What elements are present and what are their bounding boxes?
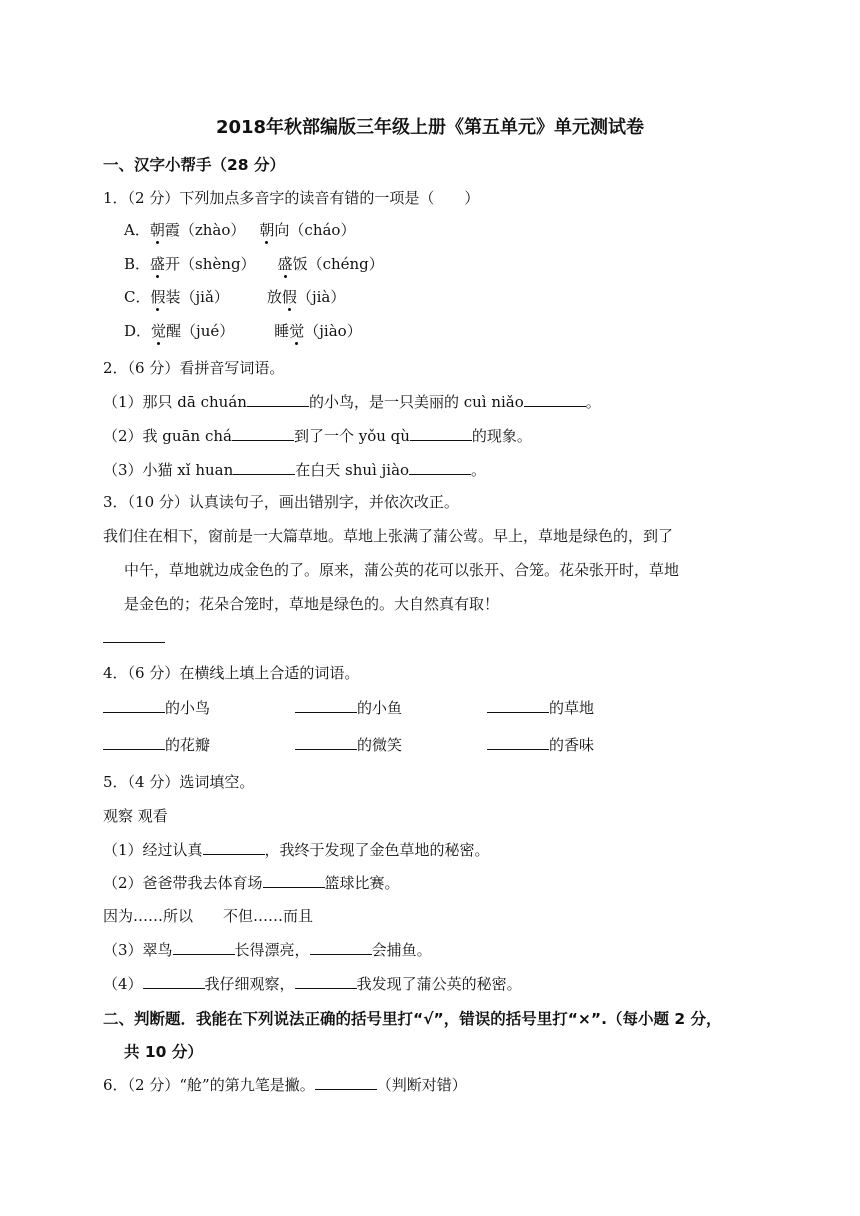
section-2-heading-line-1: 二、判断题．我能在下列说法正确的括号里打“√”，错误的括号里打“×”.（每小题 2 分，	[103, 1010, 722, 1028]
answer-blank[interactable]	[203, 840, 265, 855]
q5-word-choices-2: 因为……所以 不但……而且	[103, 907, 314, 925]
answer-blank[interactable]	[263, 873, 325, 888]
section-2-heading-line-2: 共 10 分）	[124, 1043, 203, 1061]
q4-item	[487, 698, 594, 718]
answer-blank[interactable]	[487, 735, 549, 750]
answer-blank[interactable]	[143, 974, 205, 989]
option-reading: （jiào）	[304, 322, 362, 340]
option-prefix: 睡	[274, 322, 290, 340]
q1-option-c	[124, 287, 345, 307]
answer-blank[interactable]	[410, 426, 472, 441]
line-text: 在白天 shuì jiào	[295, 461, 410, 479]
option-reading: 饭（chéng）	[292, 255, 384, 273]
q5-line-1	[103, 840, 490, 860]
q5-line-3	[103, 940, 432, 960]
q1-option-a	[124, 220, 355, 240]
answer-blank[interactable]	[409, 460, 471, 475]
line-text: ，我终于发现了金色草地的秘密。	[264, 841, 490, 859]
answer-blank[interactable]	[232, 426, 294, 441]
dotted-char: 假	[281, 288, 297, 306]
q4-stem: 4．（6 分）在横线上填上合适的词语。	[103, 664, 360, 682]
line-text: 到了一个 yǒu qù	[293, 427, 410, 445]
page-title: 2018年秋部编版三年级上册《第五单元》单元测试卷	[215, 117, 645, 138]
item-text: 的小鸟	[165, 699, 211, 717]
option-letter: C．	[124, 288, 151, 306]
q3-stem: 3．（10 分）认真读句子，画出错别字，并依次改正。	[103, 493, 459, 511]
line-text: （1）经过认真	[103, 841, 203, 859]
answer-blank[interactable]	[247, 392, 309, 407]
q5-word-choices-1: 观察 观看	[103, 807, 168, 825]
answer-blank[interactable]	[310, 940, 372, 955]
option-reading: （jià）	[296, 288, 346, 306]
line-text: 会捕鱼。	[371, 941, 432, 959]
answer-blank[interactable]	[103, 735, 165, 750]
line-text: 。	[585, 393, 601, 411]
line-text: （3）小猫 xǐ huan	[103, 461, 234, 479]
answer-blank[interactable]	[103, 628, 165, 643]
answer-blank[interactable]	[173, 940, 235, 955]
answer-blank[interactable]	[233, 460, 295, 475]
line-text: 长得漂亮，	[234, 941, 310, 959]
line-text: （判断对错）	[376, 1076, 467, 1094]
answer-blank[interactable]	[295, 974, 357, 989]
q3-paragraph-line-3: 是金色的；花朵合笼时，草地是绿色的。大自然真有取！	[124, 595, 500, 613]
q1-option-b	[124, 254, 384, 274]
q3-paragraph-line-1: 我们住在相下，窗前是一大篇草地。草地上张满了蒲公莺。早上，草地是绿色的，到了	[103, 527, 674, 545]
answer-blank[interactable]	[295, 735, 357, 750]
option-letter: B．	[124, 255, 151, 273]
item-text: 的花瓣	[165, 736, 211, 754]
answer-blank[interactable]	[315, 1075, 377, 1090]
q4-item	[103, 735, 210, 755]
dotted-char: 觉	[151, 322, 167, 340]
answer-blank[interactable]	[524, 392, 586, 407]
option-reading: 向（cháo）	[274, 221, 356, 239]
option-reading: 霞（zhào）	[164, 221, 246, 239]
line-text: 篮球比赛。	[324, 874, 400, 892]
dotted-char: 朝	[149, 221, 165, 239]
dotted-char: 朝	[259, 221, 275, 239]
answer-blank[interactable]	[487, 698, 549, 713]
line-text: 。	[471, 461, 487, 479]
option-letter: D．	[124, 322, 152, 340]
q4-item	[103, 698, 210, 718]
option-reading: 醒（jué）	[166, 322, 235, 340]
item-text: 的香味	[549, 736, 595, 754]
option-letter: A．	[124, 221, 150, 239]
q5-line-4	[103, 974, 522, 994]
section-1-heading: 一、汉字小帮手（28 分）	[103, 156, 285, 174]
q3-answer-line	[103, 628, 165, 648]
q6-line	[103, 1075, 467, 1095]
q2-line-2	[103, 426, 532, 446]
line-text: 我仔细观察，	[204, 975, 295, 993]
dotted-char: 假	[150, 288, 166, 306]
line-text: 的小鸟，是一只美丽的 cuì niǎo	[308, 393, 524, 411]
q4-item	[295, 735, 402, 755]
option-prefix: 放	[266, 288, 282, 306]
q4-item	[487, 735, 594, 755]
option-reading: 装（jiǎ）	[165, 288, 229, 306]
line-text: 的现象。	[471, 427, 532, 445]
q4-item	[295, 698, 402, 718]
item-text: 的微笑	[357, 736, 403, 754]
item-text: 的草地	[549, 699, 595, 717]
q5-line-2	[103, 873, 400, 893]
line-text: 我发现了蒲公英的秘密。	[356, 975, 522, 993]
line-text: 6．（2 分）“舱”的第九笔是撇。	[103, 1076, 315, 1094]
dotted-char: 觉	[289, 322, 305, 340]
option-reading: 开（shèng）	[165, 255, 256, 273]
line-text: （2）我 guān chá	[103, 427, 232, 445]
line-text: （2）爸爸带我去体育场	[103, 874, 263, 892]
answer-blank[interactable]	[103, 698, 165, 713]
line-text: （3）翠鸟	[103, 941, 173, 959]
q1-stem: 1．（2 分）下列加点多音字的读音有错的一项是（ ）	[103, 189, 480, 207]
line-text: （1）那只 dā chuán	[103, 393, 247, 411]
q2-line-1	[103, 392, 601, 412]
item-text: 的小鱼	[357, 699, 403, 717]
q5-stem: 5．（4 分）选词填空。	[103, 773, 255, 791]
q1-option-d	[124, 321, 362, 341]
dotted-char: 盛	[277, 255, 293, 273]
answer-blank[interactable]	[295, 698, 357, 713]
line-text: （4）	[103, 975, 143, 993]
q3-paragraph-line-2: 中午，草地就边成金色的了。原来，蒲公英的花可以张开、合笼。花朵张开时，草地	[124, 561, 680, 579]
q2-stem: 2．（6 分）看拼音写词语。	[103, 359, 285, 377]
q2-line-3	[103, 460, 486, 480]
dotted-char: 盛	[150, 255, 166, 273]
